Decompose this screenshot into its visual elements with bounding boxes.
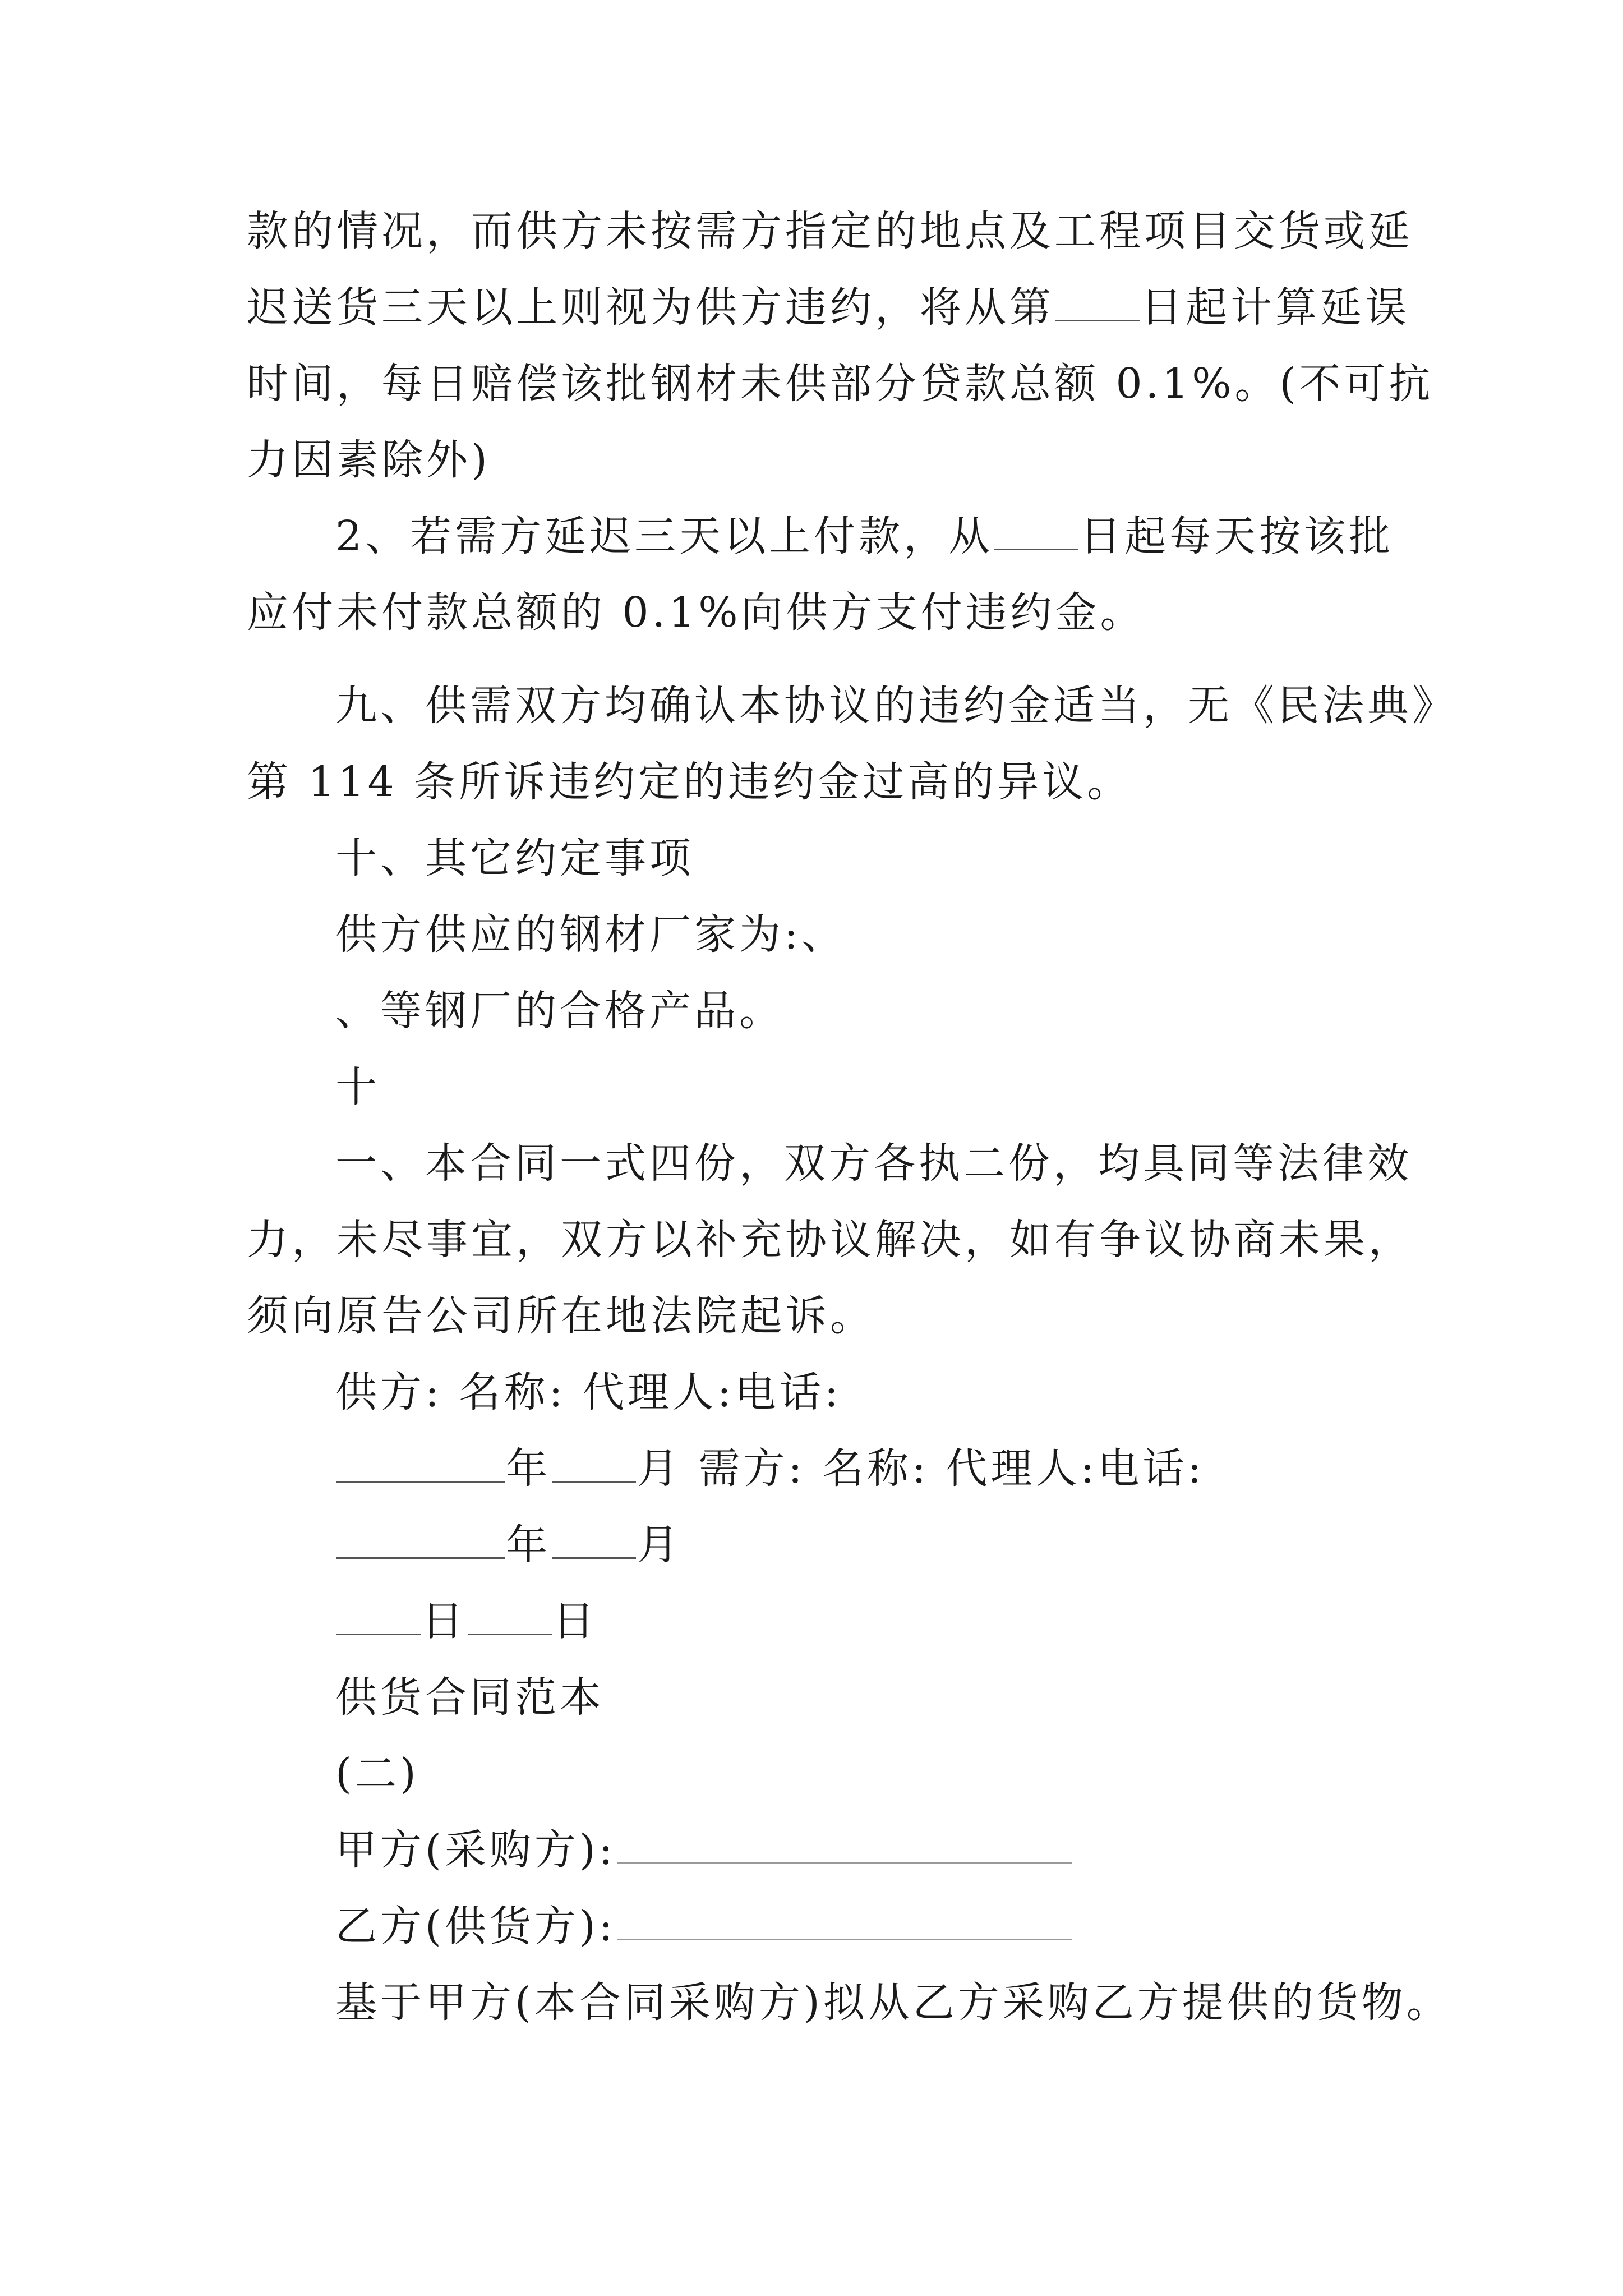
text: 力因素除外) bbox=[247, 436, 491, 484]
text: 日起计算延误 bbox=[1141, 283, 1410, 332]
blank-field bbox=[552, 1444, 636, 1483]
blank-field bbox=[336, 1596, 421, 1635]
text: 十、其它约定事项 bbox=[335, 834, 694, 882]
blank-field bbox=[468, 1596, 552, 1635]
text: 力，未尽事宜，双方以补充协议解决，如有争议协商未果， bbox=[247, 1216, 1413, 1264]
text: 月 bbox=[637, 1444, 682, 1493]
text: 十 bbox=[335, 1063, 380, 1111]
document-subtitle bbox=[335, 1734, 419, 1813]
blank-field bbox=[617, 1825, 1072, 1864]
text: 乙方(供货方): bbox=[335, 1902, 616, 1950]
paragraph-line bbox=[247, 268, 1410, 347]
paragraph-line bbox=[247, 421, 491, 499]
section-heading bbox=[335, 819, 694, 898]
text: 2、若需方延迟三天以上付款，从 bbox=[335, 512, 994, 560]
text: 日 bbox=[422, 1597, 467, 1645]
paragraph-line bbox=[247, 743, 1132, 821]
signature-line bbox=[335, 1582, 598, 1660]
paragraph-line bbox=[335, 1048, 380, 1126]
text: 供方供应的钢材厂家为:、 bbox=[335, 910, 846, 959]
text: (二) bbox=[335, 1750, 419, 1798]
blank-field bbox=[994, 512, 1078, 550]
paragraph-line bbox=[335, 895, 846, 974]
paragraph-line bbox=[335, 1124, 1412, 1203]
text: 迟送货三天以上则视为供方违约，将从第 bbox=[247, 283, 1054, 332]
paragraph-line bbox=[335, 666, 1457, 745]
paragraph-line bbox=[335, 972, 784, 1050]
paragraph-line bbox=[247, 573, 1145, 652]
text: 应付未付款总额的 0.1%向供方支付违约金。 bbox=[247, 588, 1145, 637]
blank-field bbox=[617, 1902, 1072, 1940]
text: 日 bbox=[553, 1597, 598, 1645]
text: 须向原告公司所在地法院起诉。 bbox=[247, 1292, 875, 1340]
text: 月 bbox=[637, 1521, 682, 1569]
text: 九、供需双方均确认本协议的违约金适当，无《民法典》 bbox=[335, 682, 1457, 730]
text: 、等钢厂的合格产品。 bbox=[335, 987, 784, 1035]
paragraph-line bbox=[247, 1277, 875, 1355]
blank-field bbox=[336, 1520, 505, 1559]
party-b-line bbox=[335, 1887, 1073, 1966]
signature-line bbox=[335, 1506, 682, 1584]
blank-field bbox=[552, 1520, 636, 1559]
text: 年 bbox=[506, 1521, 551, 1569]
text: 供方: 名称: 代理人:电话: bbox=[335, 1368, 842, 1416]
text: 第 114 条所诉违约定的违约金过高的异议。 bbox=[247, 758, 1132, 806]
document-title bbox=[335, 1658, 605, 1737]
blank-field bbox=[336, 1444, 505, 1483]
text: 日起每天按该批 bbox=[1080, 512, 1394, 560]
signature-line bbox=[335, 1429, 1205, 1508]
text: 甲方(采购方): bbox=[335, 1826, 616, 1874]
text: 需方: 名称: 代理人:电话: bbox=[698, 1444, 1205, 1493]
paragraph-line bbox=[247, 1200, 1413, 1279]
text: 供货合同范本 bbox=[335, 1673, 605, 1722]
text: 款的情况，而供方未按需方指定的地点及工程项目交货或延 bbox=[247, 207, 1413, 255]
blank-field bbox=[1055, 283, 1140, 321]
paragraph-line bbox=[335, 497, 1394, 576]
signature-line bbox=[335, 1353, 842, 1432]
paragraph-line bbox=[335, 1963, 1451, 2042]
text: 基于甲方(本合同采购方)拟从乙方采购乙方提供的货物。 bbox=[335, 1978, 1451, 2027]
text: 年 bbox=[506, 1444, 551, 1493]
text: 时间，每日赔偿该批钢材未供部分贷款总额 0.1%。(不可抗 bbox=[247, 360, 1434, 408]
paragraph-line bbox=[247, 192, 1413, 270]
paragraph-line bbox=[247, 344, 1433, 423]
party-a-line bbox=[335, 1811, 1073, 1889]
text: 一、本合同一式四份，双方各执二份，均具同等法律效 bbox=[335, 1139, 1412, 1188]
